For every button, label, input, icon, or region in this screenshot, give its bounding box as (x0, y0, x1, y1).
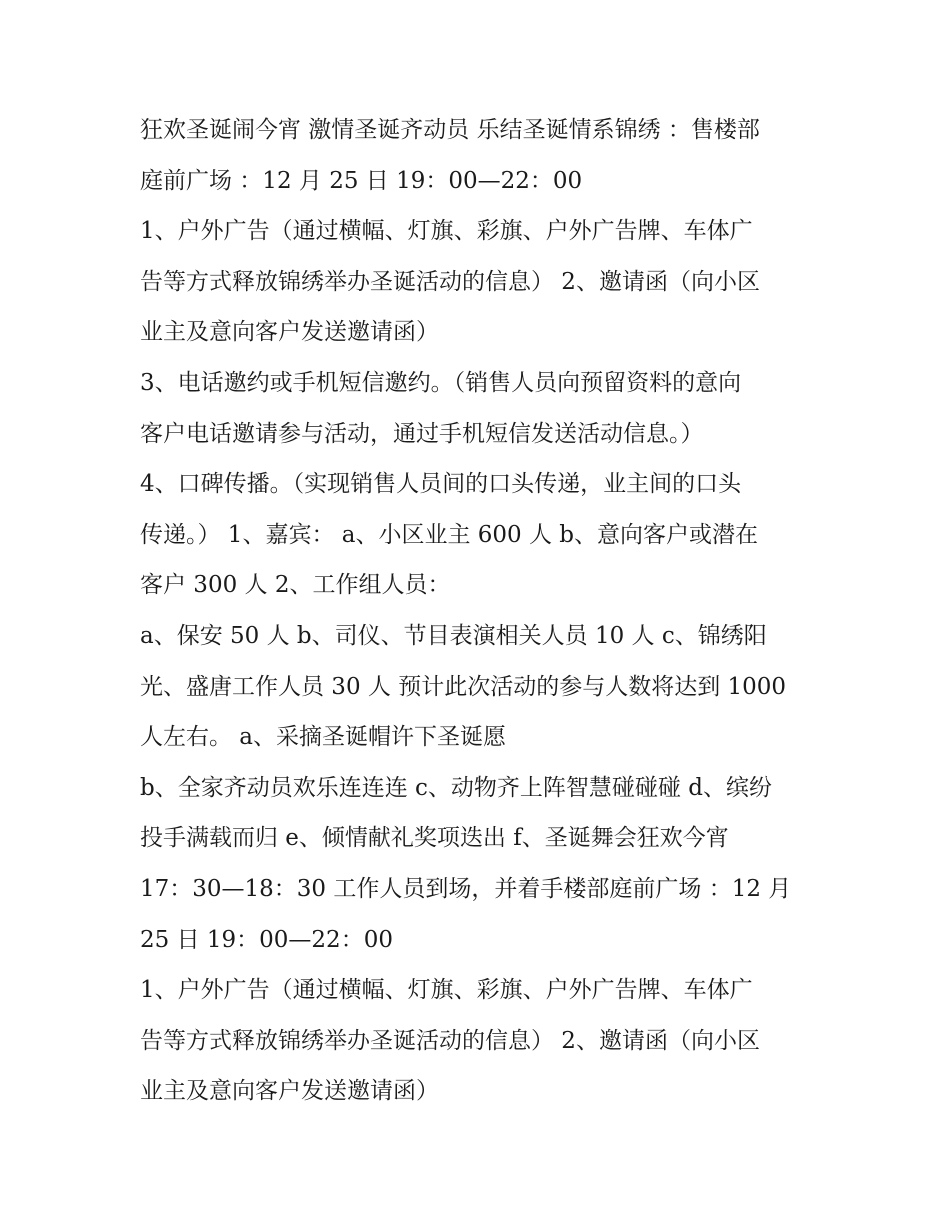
text-line: 1、户外广告（通过横幅、灯旗、彩旗、户外广告牌、车体广 (140, 977, 753, 1004)
text-line: 4、口碑传播。（实现销售人员间的口头传递，业主间的口头 (140, 471, 742, 498)
text-line: 告等方式释放锦绣举办圣诞活动的信息） 2、邀请函（向小区 (140, 268, 760, 295)
text-line: 传递。） 1、嘉宾： a、小区业主 600 人 b、意向客户或潜在 (140, 521, 759, 548)
text-line: 客户 300 人 2、工作组人员： (140, 572, 451, 599)
text-line: 客户电话邀请参与活动，通过手机短信发送活动信息。） (140, 420, 704, 447)
text-line: 业主及意向客户发送邀请函） (140, 319, 439, 346)
text-line: 业主及意向客户发送邀请函） (140, 1078, 439, 1105)
text-line: a、保安 50 人 b、司仪、节目表演相关人员 10 人 c、锦绣阳 (140, 622, 767, 649)
text-line: 25 日 19：00—22：00 (140, 926, 393, 953)
document-body (140, 105, 830, 1117)
text-line: 告等方式释放锦绣举办圣诞活动的信息） 2、邀请函（向小区 (140, 1027, 760, 1054)
text-line: 3、电话邀约或手机短信邀约。（销售人员向预留资料的意向 (140, 369, 742, 396)
text-line: 庭前广场 ：12 月 25 日 19：00—22：00 (140, 167, 583, 194)
text-line: 狂欢圣诞闹今宵 激情圣诞齐动员 乐结圣诞情系锦绣 ：售楼部 (140, 117, 760, 143)
text-line: b、全家齐动员欢乐连连连 c、动物齐上阵智慧碰碰碰 d、缤纷 (140, 774, 772, 801)
text-line: 光、盛唐工作人员 30 人 预计此次活动的参与人数将达到 1000 (140, 673, 787, 700)
text-line: 人左右。 a、采摘圣诞帽许下圣诞愿 (140, 724, 507, 751)
text-line: 1、户外广告（通过横幅、灯旗、彩旗、户外广告牌、车体广 (140, 218, 753, 245)
text-line: 投手满载而归 e、倾情献礼奖项迭出 f、圣诞舞会狂欢今宵 (140, 825, 729, 852)
text-line: 17：30—18：30 工作人员到场，并着手楼部庭前广场 ：12 月 (140, 875, 792, 902)
